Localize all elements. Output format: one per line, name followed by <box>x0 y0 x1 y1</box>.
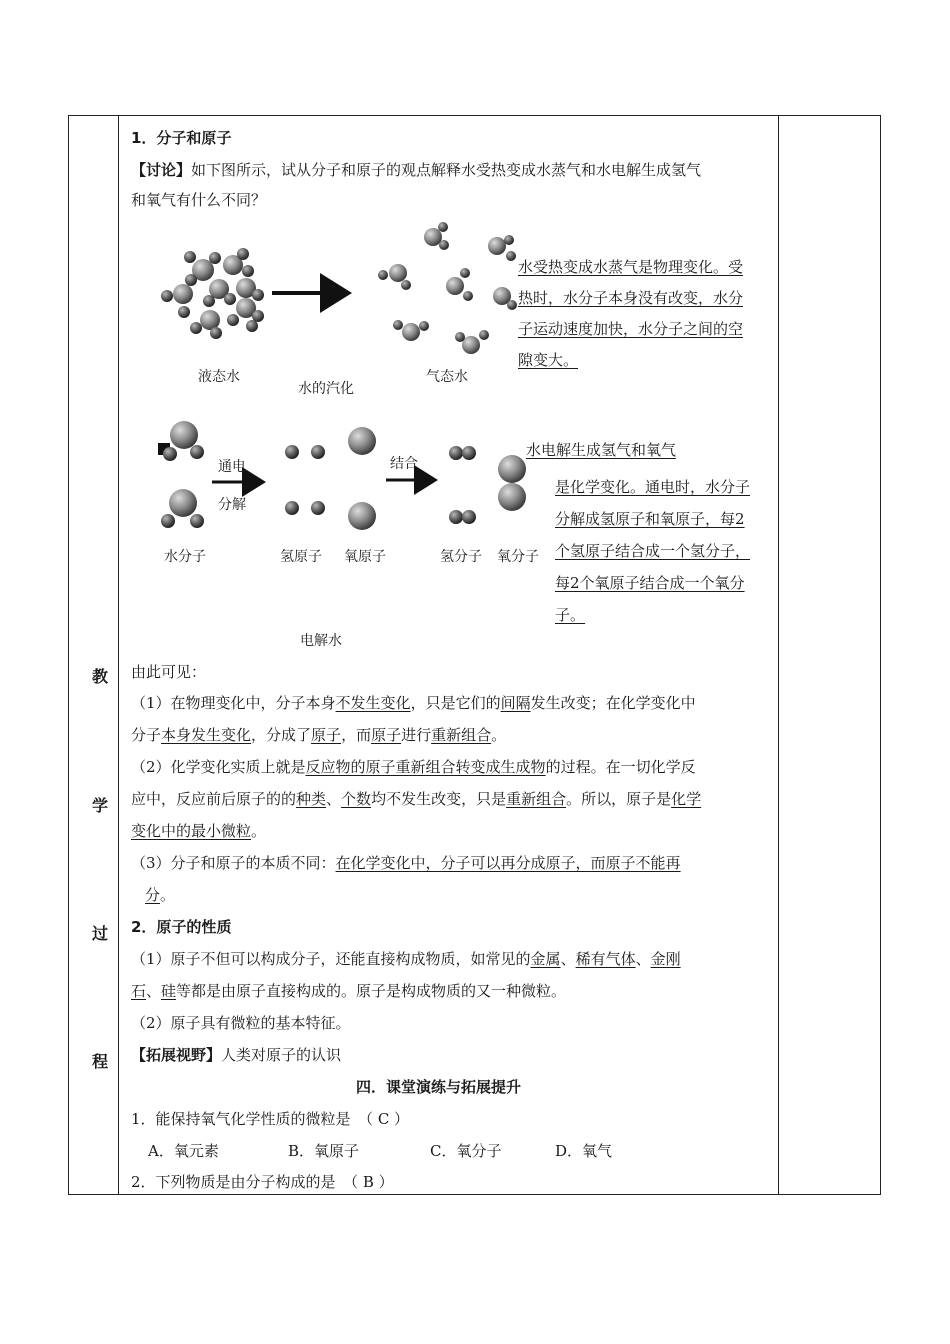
question-1-option: C．氧分子 <box>430 1142 502 1160</box>
answer-line: 子。 <box>555 606 586 624</box>
side-label-char: 程 <box>91 1052 108 1071</box>
underlined-answer: 变化中的最小微粒 <box>131 822 252 840</box>
question-2: 2．下列物质是由分子构成的是 （ B ） <box>131 1173 394 1191</box>
atom-property-p1-line2 <box>131 981 566 1001</box>
conclusion-p2-line3 <box>131 821 266 841</box>
answer-line: 隙变大。 <box>518 351 579 369</box>
underlined-answer: 分 <box>145 886 161 904</box>
question-1-option: A．氧元素 <box>148 1142 219 1160</box>
underlined-answer: 种类 <box>296 790 327 808</box>
question-1-option: D．氧气 <box>555 1142 613 1160</box>
section-heading: 2．原子的性质 <box>131 918 232 936</box>
conclusion-p3-line1 <box>131 853 681 873</box>
water-molecule-label: 水分子 <box>164 549 206 565</box>
answer-line: 分解成氢原子和氧原子，每2 <box>555 510 745 528</box>
water-molecules-electrolysis <box>158 421 204 528</box>
separated-atoms <box>285 427 376 530</box>
underlined-answer: 反应物的原子重新组合转变成生成物 <box>305 758 546 776</box>
underlined-answer: 间隔 <box>500 694 531 712</box>
underlined-answer: 硅 <box>161 982 177 1000</box>
answer-line: 是化学变化。通电时，水分子 <box>555 478 751 496</box>
text-segment: （1）原子不但可以构成分子，还能直接构成物质，如常见的 <box>131 950 531 968</box>
text-segment: 、 <box>326 790 342 808</box>
question-1-option: B．氧原子 <box>288 1142 360 1160</box>
hydrogen-atom-label: 氢原子 <box>280 549 322 565</box>
conclusion-intro: 由此可见： <box>131 663 207 681</box>
vaporization-label: 水的汽化 <box>298 381 354 397</box>
text-segment: 应中，反应前后原子的的 <box>131 790 297 808</box>
electrolysis-caption: 电解水 <box>300 633 342 649</box>
discussion-text: 如下图所示，试从分子和原子的观点解释水受热变成水蒸气和水电解生成氢气 <box>191 161 702 179</box>
text-segment: ，而 <box>341 726 372 744</box>
underlined-answer: 原子 <box>311 726 342 744</box>
atom-property-p1-line1 <box>131 949 681 969</box>
decompose-label: 分解 <box>218 497 246 513</box>
text-segment: 、 <box>635 950 651 968</box>
underlined-answer: 重新组合 <box>506 790 567 808</box>
discussion-text: 和氧气有什么不同？ <box>131 191 267 209</box>
side-label-char: 过 <box>91 924 108 943</box>
text-segment: 等都是由原子直接构成的。原子是构成物质的又一种微粒。 <box>176 982 567 1000</box>
hydrogen-molecule-label: 氢分子 <box>440 549 482 565</box>
underlined-answer: 本身发生变化 <box>161 726 252 744</box>
underlined-answer: 石 <box>131 982 147 1000</box>
liquid-water-cluster <box>161 248 264 339</box>
discussion-tag: 【讨论】 <box>131 161 192 179</box>
underlined-answer: 在化学变化中，分子可以再分成原子，而原子不能再 <box>335 854 681 872</box>
liquid-water-label: 液态水 <box>198 369 240 385</box>
text-segment: 发生改变；在化学变化中 <box>530 694 696 712</box>
underlined-answer: 原子 <box>371 726 402 744</box>
conclusion-p1-line2 <box>131 725 506 745</box>
gaseous-water-molecules <box>378 222 517 354</box>
conclusion-p2-line2 <box>131 789 701 809</box>
atom-property-p2: （2）原子具有微粒的基本特征。 <box>131 1014 351 1032</box>
text-segment: ，只是它们的 <box>410 694 501 712</box>
text-segment: 进行 <box>401 726 432 744</box>
conclusion-p2-line1 <box>131 757 696 777</box>
extend-tag: 【拓展视野】 <box>131 1046 222 1064</box>
product-molecules <box>449 446 526 524</box>
answer-line: 热时，水分子本身没有改变，水分 <box>518 289 744 307</box>
underlined-answer: 金刚 <box>650 950 681 968</box>
side-label-char: 教 <box>91 667 108 686</box>
underlined-answer: 稀有气体 <box>575 950 636 968</box>
answer-line: 个氢原子结合成一个氢分子， <box>555 542 751 560</box>
text-segment: 。 <box>251 822 267 840</box>
text-segment: 分子 <box>131 726 162 744</box>
underlined-answer: 水电解生成氢气和氧气 <box>526 441 677 459</box>
answer-line: 每2个氧原子结合成一个氧分 <box>555 574 745 592</box>
combine-label: 结合 <box>390 456 418 472</box>
section-heading: 1．分子和原子 <box>131 129 232 147</box>
figure2-answer <box>555 471 750 631</box>
underlined-answer: 不发生变化 <box>335 694 411 712</box>
text-segment: （2）化学变化实质上就是 <box>131 758 306 776</box>
text-segment: 的过程。在一切化学反 <box>545 758 696 776</box>
question-1: 1．能保持氧气化学性质的微粒是 （ C ） <box>131 1110 410 1128</box>
extend-text: 人类对原子的认识 <box>221 1046 342 1064</box>
side-label-char: 学 <box>91 796 108 815</box>
text-segment: ，分成了 <box>251 726 312 744</box>
text-segment: 。 <box>160 886 176 904</box>
text-segment: 。 <box>491 726 507 744</box>
underlined-answer: 个数 <box>341 790 372 808</box>
text-segment: 、 <box>146 982 162 1000</box>
underlined-answer: 化学 <box>671 790 702 808</box>
figure2-answer-title <box>526 440 676 460</box>
text-segment: 均不发生改变，只是 <box>371 790 507 808</box>
text-segment: 。所以，原子是 <box>566 790 672 808</box>
section-heading: 四．课堂演练与拓展提升 <box>356 1078 522 1096</box>
underlined-answer: 金属 <box>530 950 561 968</box>
oxygen-atom-label: 氧原子 <box>344 549 386 565</box>
text-segment: 、 <box>560 950 576 968</box>
oxygen-molecule-label: 氧分子 <box>497 549 539 565</box>
figure1-answer <box>518 252 743 376</box>
underlined-answer: 重新组合 <box>431 726 492 744</box>
answer-line: 子运动速度加快，水分子之间的空 <box>518 320 744 338</box>
text-segment: （3）分子和原子的本质不同： <box>131 854 336 872</box>
conclusion-p1-line1 <box>131 693 696 713</box>
extend-line <box>131 1045 341 1065</box>
answer-line: 水受热变成水蒸气是物理变化。受 <box>518 258 744 276</box>
conclusion-p3-line2 <box>145 885 175 905</box>
text-segment: （1）在物理变化中，分子本身 <box>131 694 336 712</box>
electrify-label: 通电 <box>218 459 246 475</box>
gas-water-label: 气态水 <box>426 369 468 385</box>
